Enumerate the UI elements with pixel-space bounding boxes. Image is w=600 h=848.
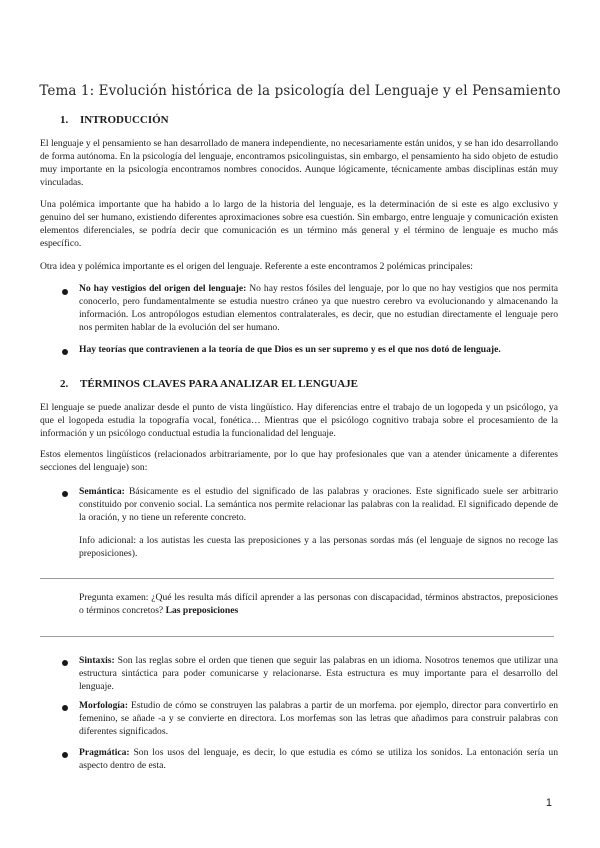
exam-question-text: Pregunta examen: ¿Qué les resulta más difícil aprender a las personas con discapacidad, términos abstractos, preposiciones o términos concretos? [79,592,558,616]
terms-paragraph-1: El lenguaje se puede analizar desde el punto de vista lingüístico. Hay diferencias entre el trabajo de un logopeda y un psicólogo, ya que el logopeda estudia la topografía vocal, fonética… Mientras que el psicólogo cognitivo trabaja sobre el procesamiento de la información y un psicólogo conductual estudia la funcionalidad del lenguaje. [40,402,558,439]
bullet-text: Básicamente es el estudio del significado de las palabras y oraciones. Este significado suele ser arbitrario constituido por convenio social. La semántica nos permite relacionar las palabras con la realidad. El significado depende de la oración, y no tiene un referente concreto. [79,486,558,523]
bullet-term: Morfología: [79,700,129,711]
bullet-term: Hay teorías que contravienen a la teoría de que Dios es un ser supremo y es el que nos dotó de lenguaje. [79,344,501,355]
bullet-icon [62,660,68,666]
bullet-icon [62,705,68,711]
bullet-teorias [79,343,558,356]
bullet-text: No hay restos fósiles del lenguaje, por lo que no hay vestigios que nos permita conocerlo, pero fundamentalmente se estudia nuestro cráneo ya que nuestro cerebro va evolucionando y almacenando la información. Los antropólogos estudian elementos contralaterales, es decir, que no estudian directamente el lenguaje pero nos permiten hablar de la evolución del ser humano. [79,283,558,333]
bullet-text: Son las reglas sobre el orden que tienen que seguir las palabras en un idioma. Nosotros tenemos que utilizar una estructura sintáctica para poder comunicarse y relacionarse. Esta estructura es muy importante para el desarrollo del lenguaje. [79,655,558,692]
bullet-term: No hay vestigios del origen del lenguaje: [79,283,247,294]
page-number: 1 [545,797,552,809]
bullet-icon [62,349,68,355]
bullet-pragmatica [79,746,558,772]
intro-paragraph-3: Otra idea y polémica importante es el origen del lenguaje. Referente a este encontramos 2 polémicas principales: [40,261,473,272]
section-number: 2. [60,378,69,390]
bullet-text: Estudio de cómo se construyen las palabras a partir de un morfema. por ejemplo, director para convertirlo en femenino, se añade -a y se convierte en directora. Los morfemas son las letras que añadimos para construir palabras con diferentes significados. [79,700,558,737]
bullet-term: Pragmática: [79,747,130,758]
bullet-term: Sintaxis: [79,655,115,666]
section-heading-introduccion [60,114,169,126]
intro-paragraph-1: El lenguaje y el pensamiento se han desarrollado de manera independiente, no necesariamente están unidos, y se han ido desarrollando de forma autónoma. En la psicología del lenguaje, encontramos psicolinguistas, sin embargo, el pensamiento ha sido objeto de estudio muy importante en la psicología encontramos nombres conocidos. Aunque lógicamente, técnicamente ambas disciplinas están muy vinculadas. [40,138,558,188]
bullet-term: Semántica: [79,486,125,497]
exam-answer: Las preposiciones [165,605,239,616]
terms-paragraph-2: Estos elementos lingüísticos (relacionados arbitrariamente, por lo que hay profesionales que van a atender únicamente a diferentes secciones del lenguaje) son: [40,449,558,473]
bullet-text: Son los usos del lenguaje, es decir, lo que estudia es cómo se utiliza los sonidos. La entonación sería un aspecto dentro de esta. [79,747,558,771]
bullet-semantica [79,485,558,524]
divider [40,578,554,579]
exam-question [79,591,558,617]
bullet-morfologia [79,699,558,738]
bullet-icon [62,752,68,758]
bullet-icon [62,289,68,295]
section-heading-terminos [60,378,358,390]
bullet-sintaxis [79,654,558,693]
section-title: INTRODUCCIÓN [80,114,169,126]
section-title: TÉRMINOS CLAVES PARA ANALIZAR EL LENGUAJE [80,378,359,390]
divider [40,636,554,637]
info-adicional: Info adicional: a los autistas les cuesta las preposiciones y a las personas sordas más (el lenguaje de signos no recoge las preposiciones). [79,535,558,559]
bullet-no-vestigios [79,282,558,334]
intro-paragraph-2: Una polémica importante que ha habido a lo largo de la historia del lenguaje, es la determinación de si este es algo exclusivo y genuino del ser humano, existiendo diferentes aproximaciones sobre esa cuestión. Sin embargo, entre lenguaje y comunicación existen elementos diferenciales, se podría decir que comunicación es un término más general y el término de lenguaje es mucho más específico. [40,199,558,249]
section-number: 1. [60,114,69,126]
bullet-icon [62,491,68,497]
document-title: Tema 1: Evolución histórica de la psicología del Lenguaje y el Pensamiento [39,83,561,99]
